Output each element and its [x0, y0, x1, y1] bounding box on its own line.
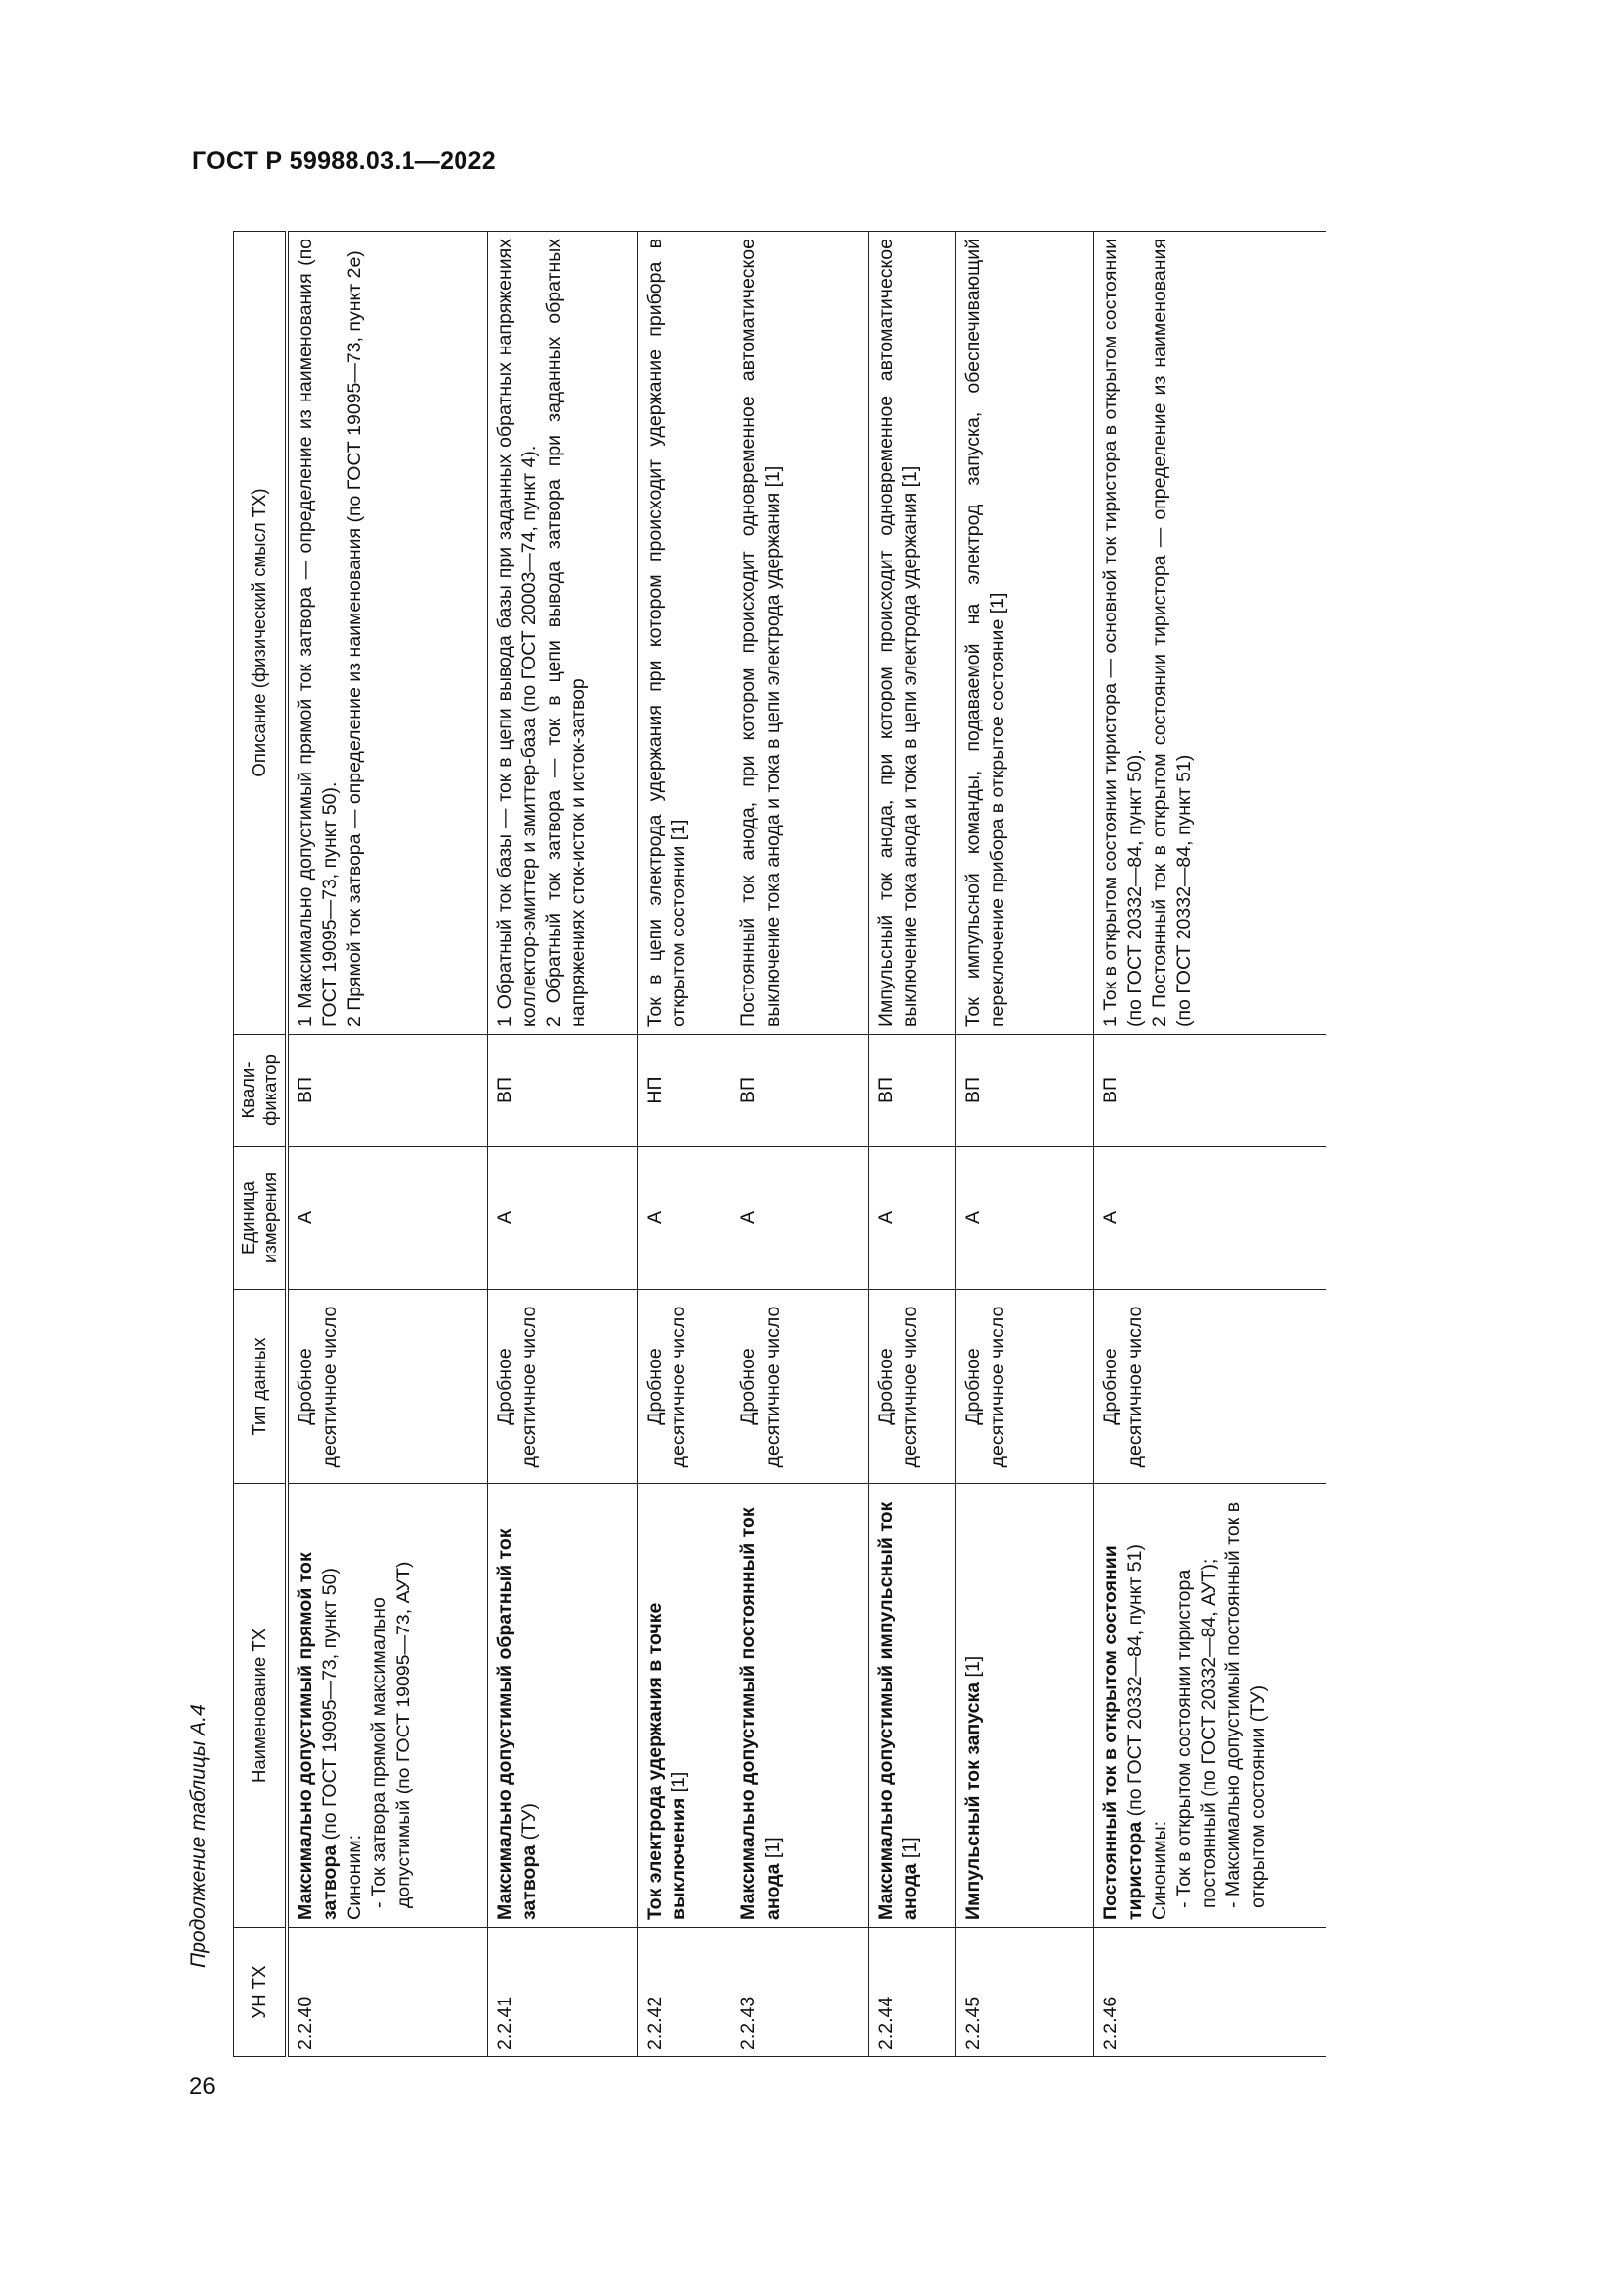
row-name-reference: (по ГОСТ 20332—84, пункт 51)	[1124, 1544, 1147, 1822]
row-name-title	[643, 1491, 692, 1920]
row-description-paragraph: 2 Обратный ток затвора — ток в цепи вывода затвора при заданных обратных напряжениях сток-исток и исток-затвор	[542, 239, 589, 1027]
row-description	[956, 232, 1094, 1035]
row-name-synonym-line: Синоним:	[344, 1834, 366, 1920]
row-name-synonym-line: - Максимально допустимый постоянный ток в открытом состоянии (ТУ)	[1222, 1501, 1270, 1908]
row-code: 2.2.42	[637, 1928, 731, 2057]
row-qualifier: ВП	[956, 1035, 1094, 1147]
row-unit: А	[1094, 1147, 1326, 1290]
row-description-paragraph: 2 Прямой ток затвора — определение из наименования (по ГОСТ 19095—73, пункт 2е)	[344, 250, 366, 1027]
row-name-title	[961, 1491, 986, 1920]
row-name	[956, 1484, 1094, 1928]
row-description	[731, 232, 869, 1035]
row-name-reference: [1]	[762, 1837, 784, 1864]
header-description: Описание (физический смысл ТХ)	[234, 232, 288, 1035]
row-qualifier: ВП	[287, 1035, 487, 1147]
row-name	[731, 1484, 869, 1928]
row-code: 2.2.45	[956, 1928, 1094, 2057]
table-row	[637, 232, 731, 2057]
row-description-paragraph: Ток в цепи электрода удержания при котором происходит удержание прибора в открытом состоянии [1]	[643, 239, 690, 1027]
header-type: Тип данных	[234, 1290, 288, 1484]
row-code: 2.2.41	[487, 1928, 637, 2057]
row-qualifier: ВП	[869, 1035, 956, 1147]
row-code: 2.2.46	[1094, 1928, 1326, 2057]
row-unit: А	[731, 1147, 869, 1290]
row-description-paragraph: 1 Ток в открытом состоянии тиристора — основной ток тиристора в открытом состоянии (по ГОСТ 20332—84, пункт 50).	[1100, 239, 1147, 1027]
row-description-paragraph: 1 Максимально допустимый прямой ток затвора — определение из наименования (по ГОСТ 19095—73, пункт 50).	[295, 239, 342, 1027]
row-name-title	[736, 1491, 785, 1920]
row-qualifier: ВП	[487, 1035, 637, 1147]
row-description	[1094, 232, 1326, 1035]
row-name-reference: [1]	[962, 1655, 985, 1682]
row-name-synonym-line: - Ток затвора прямой максимально допустимый (по ГОСТ 19095—73, АУТ)	[368, 1561, 415, 1908]
row-name-reference: [1]	[668, 1771, 690, 1798]
page-number: 26	[189, 2073, 216, 2100]
row-name-title	[874, 1491, 923, 1920]
row-name-bold: Импульсный ток запуска	[962, 1682, 985, 1920]
row-data-type: Дробное десятичное число	[287, 1290, 487, 1484]
table-row	[956, 232, 1094, 2057]
table-row	[731, 232, 869, 2057]
row-name	[1094, 1484, 1326, 1928]
row-data-type: Дробное десятичное число	[731, 1290, 869, 1484]
row-description-paragraph: Ток импульсной команды, подаваемой на электрод запуска, обеспечивающий переключение прибора в открытое состояние [1]	[962, 239, 1009, 1027]
row-name-bold: Максимально допустимый постоянный ток анода	[737, 1507, 784, 1920]
row-name-bold: Максимально допустимый прямой ток затвора	[295, 1552, 342, 1920]
row-description	[869, 232, 956, 1035]
row-name-synonym-line: Синонимы:	[1149, 1820, 1171, 1920]
document-header: ГОСТ Р 59988.03.1—2022	[192, 147, 496, 175]
header-unit: Единица измерения	[234, 1147, 288, 1290]
row-name-title	[1099, 1491, 1148, 1920]
row-data-type: Дробное десятичное число	[487, 1290, 637, 1484]
row-name-bold: Ток электрода удержания в точке выключения	[643, 1602, 690, 1920]
table-row	[869, 232, 956, 2057]
row-code: 2.2.43	[731, 1928, 869, 2057]
row-qualifier: ВП	[1094, 1035, 1326, 1147]
row-name-bold: Постоянный ток в открытом состоянии тиристора	[1100, 1545, 1147, 1920]
row-name-reference: [1]	[899, 1837, 922, 1864]
row-description-paragraph: 2 Постоянный ток в открытом состоянии тиристора — определение из наименования (по ГОСТ 20332—84, пункт 51)	[1149, 239, 1196, 1027]
row-description-paragraph: Постоянный ток анода, при котором происходит одновременное автоматическое выключение тока анода и тока в цепи электрода удержания [1]	[737, 239, 784, 1027]
table-caption: Продолжение таблицы А.4	[188, 1704, 210, 1968]
row-unit: А	[637, 1147, 731, 1290]
row-name-bold: Максимально допустимый обратный ток затвора	[493, 1528, 540, 1920]
row-description	[287, 232, 487, 1035]
table-row	[1094, 232, 1326, 2057]
row-unit: А	[956, 1147, 1094, 1290]
row-name-synonym-line: - Ток в открытом состоянии тиристора постоянный (по ГОСТ 20332—84, АУТ);	[1173, 1558, 1220, 1908]
row-description	[487, 232, 637, 1035]
row-name-reference: (ТУ)	[517, 1803, 540, 1845]
row-name-title	[294, 1491, 343, 1920]
row-name	[869, 1484, 956, 1928]
header-name: Наименование ТХ	[234, 1484, 288, 1928]
row-data-type: Дробное десятичное число	[1094, 1290, 1326, 1484]
row-qualifier: ВП	[731, 1035, 869, 1147]
row-unit: А	[869, 1147, 956, 1290]
row-data-type: Дробное десятичное число	[956, 1290, 1094, 1484]
row-qualifier: НП	[637, 1035, 731, 1147]
table-row	[487, 232, 637, 2057]
table-header-row	[234, 232, 288, 2057]
characteristics-table	[233, 231, 1326, 2057]
row-unit: А	[487, 1147, 637, 1290]
row-code: 2.2.40	[287, 1928, 487, 2057]
row-name	[487, 1484, 637, 1928]
table-body	[287, 232, 1326, 2057]
row-data-type: Дробное десятичное число	[637, 1290, 731, 1484]
row-name-bold: Максимально допустимый импульсный ток анода	[875, 1501, 922, 1920]
row-description	[637, 232, 731, 1035]
row-name	[287, 1484, 487, 1928]
header-code: УН ТХ	[234, 1928, 288, 2057]
row-unit: А	[287, 1147, 487, 1290]
row-name-reference: (по ГОСТ 19095—73, пункт 50)	[319, 1568, 342, 1845]
row-description-paragraph: Импульсный ток анода, при котором происходит одновременное автоматическое выключение тока анода и тока в цепи электрода удержания [1]	[875, 239, 922, 1027]
header-qualifier: Квали-фикатор	[234, 1035, 288, 1147]
row-name-title	[493, 1491, 542, 1920]
row-code: 2.2.44	[869, 1928, 956, 2057]
row-data-type: Дробное десятичное число	[869, 1290, 956, 1484]
row-description-paragraph: 1 Обратный ток базы — ток в цепи вывода базы при заданных обратных напряжениях коллектор-эмиттер и эмиттер-база (по ГОСТ 20003—74, пункт 4).	[493, 239, 540, 1027]
table-row	[287, 232, 487, 2057]
rotated-table-container	[233, 232, 1326, 2057]
row-name	[637, 1484, 731, 1928]
